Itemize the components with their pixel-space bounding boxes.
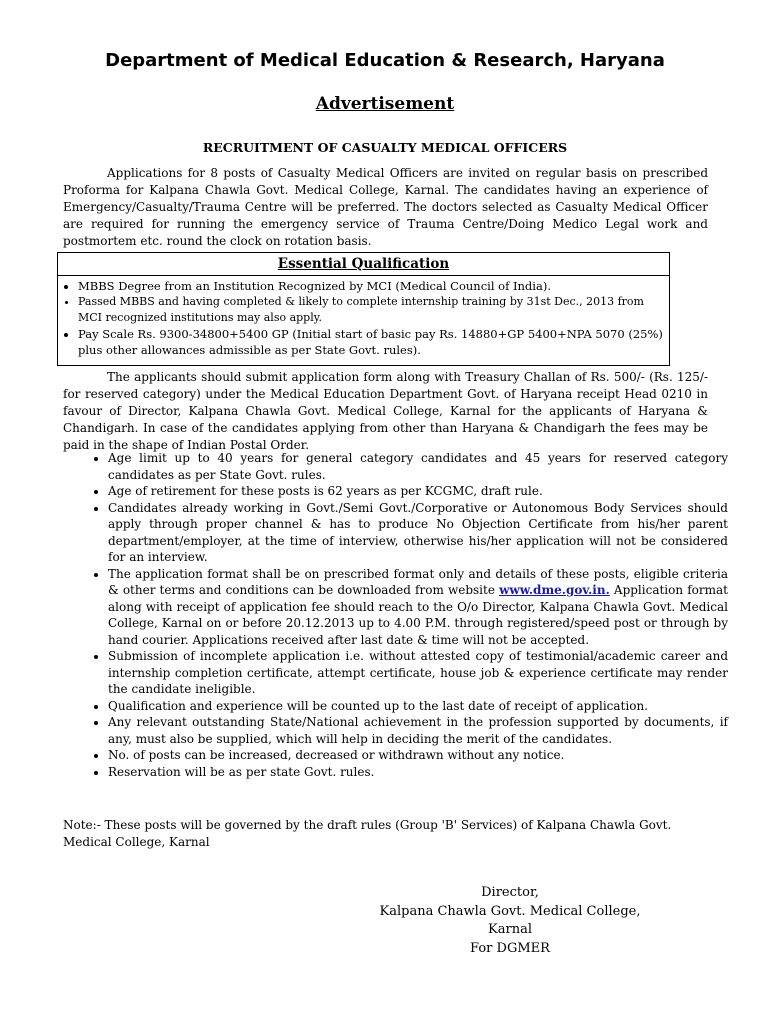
website-link[interactable]: www.dme.gov.in.	[499, 583, 610, 597]
condition-reservation: • Reservation will be as per state Govt. rules.	[108, 764, 728, 781]
format-text-1: The application format shall be on prescribed format only and details of these posts, eligible criteria & other terms and conditions can be downloaded from website	[108, 566, 728, 597]
qualification-box	[57, 252, 670, 366]
condition-posts-change: • No. of posts can be increased, decreased or withdrawn without any notice.	[108, 747, 728, 764]
qualification-item: • MBBS Degree from an Institution Recognized by MCI (Medical Council of India).	[78, 278, 663, 294]
qualification-item: • Passed MBBS and having completed & likely to complete internship training by 31st Dec., 2013 from MCI recognized institutions may also apply.	[78, 294, 663, 326]
department-heading: Department of Medical Education & Research, Haryana	[105, 50, 665, 71]
note-text: Note:- These posts will be governed by the draft rules (Group 'B' Services) of Kalpana Chawla Govt. Medical College, Karnal	[63, 818, 672, 849]
format-text-2: Application format along with receipt of application fee should reach to the O/o Director, Kalpana Chawla Govt. Medical College, Karnal on or before 20.12.2013 up to 4.00 P.M. through registered/speed post or through by hand courier. Applications received after last date & time will not be accepted.	[108, 583, 728, 647]
qualification-item: • Pay Scale Rs. 9300-34800+5400 GP (Initial start of basic pay Rs. 14880+GP 5400+NPA 5070 (25%) plus other allowances admissible as per State Govt. rules).	[78, 326, 663, 358]
qualification-list	[58, 278, 669, 358]
recruitment-title: RECRUITMENT OF CASUALTY MEDICAL OFFICERS	[202, 140, 568, 155]
condition-format	[108, 566, 728, 649]
signature-for: For DGMER	[470, 940, 550, 956]
conditions-list	[88, 450, 728, 780]
condition-retirement: • Age of retirement for these posts is 62 years as per KCGMC, draft rule.	[108, 483, 728, 500]
condition-counted: • Qualification and experience will be counted up to the last date of receipt of application.	[108, 698, 728, 715]
condition-incomplete: • Submission of incomplete application i.e. without attested copy of testimonial/academic career and internship completion certificate, attempt certificate, house job & experience certificate may render the candidate ineligible.	[108, 648, 728, 698]
signature-block	[370, 884, 650, 958]
condition-achievement: • Any relevant outstanding State/National achievement in the profession supported by documents, if any, must also be supplied, which will help in deciding the merit of the candidates.	[108, 714, 728, 747]
signature-city: Karnal	[488, 922, 532, 937]
condition-working: • Candidates already working in Govt./Semi Govt./Corporative or Autonomous Body Services should apply through proper channel & has to produce No Objection Certificate from his/her parent department/employer, at the time of interview, otherwise his/her application will not be considered for an interview.	[108, 500, 728, 566]
intro-paragraph: Applications for 8 posts of Casualty Medical Officers are invited on regular basis on prescribed Proforma for Kalpana Chawla Govt. Medical College, Karnal. The candidates having an experience of Emergency/Casualty/Trauma Centre will be preferred. The doctors selected as Casualty Medical Officer are required for running the emergency service of Trauma Centre/Doing Medico Legal work and postmortem etc. round the clock on rotation basis.	[63, 166, 708, 248]
signature-title: Director,	[481, 885, 539, 900]
qualification-heading: Essential Qualification	[58, 253, 669, 276]
advertisement-title: Advertisement	[315, 94, 455, 114]
signature-college: Kalpana Chawla Govt. Medical College,	[379, 903, 641, 919]
condition-age-limit: • Age limit up to 40 years for general category candidates and 45 years for reserved category candidates as per State Govt. rules.	[108, 450, 728, 483]
fee-paragraph: The applicants should submit application form along with Treasury Challan of Rs. 500/- (Rs. 125/- for reserved category) under the Medical Education Department Govt. of Haryana receipt Head 0210 in favour of Director, Kalpana Chawla Govt. Medical College, Karnal for the applicants of Haryana & Chandigarh. In case of the candidates applying from other than Haryana & Chandigarh the fees may be paid in the shape of Indian Postal Order.	[63, 370, 708, 452]
